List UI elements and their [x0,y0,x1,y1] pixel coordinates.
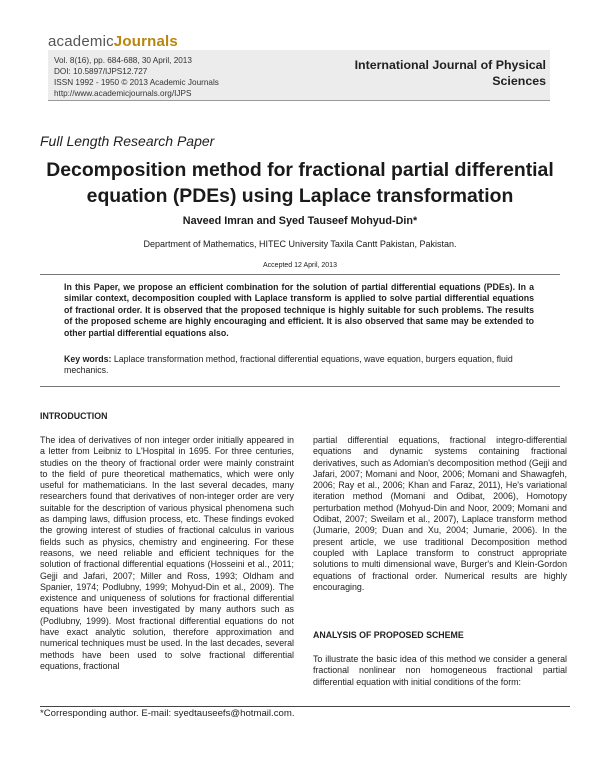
paper-title: Decomposition method for fractional partial differential equation (PDEs) using Laplace transformation [46,159,554,207]
authors: Naveed Imran and Syed Tauseef Mohyud-Din* [182,215,418,227]
meta-doi: DOI: 10.5897/IJPS12.727 [54,67,148,76]
article-metadata [54,55,219,99]
keywords-label: Key words: [64,354,112,364]
meta-issn: ISSN 1992 - 1950 © 2013 Academic Journals [54,78,219,87]
abstract-bottom-rule [40,386,560,387]
abstract: In this Paper, we propose an efficient combination for the solution of partial differential equations (PDEs). In a similar context, decomposition coupled with Laplace transform is applied to solve partial differential equations of fractional order. It is observed that the proposed technique is highly suitable for such problems. The results of the proposed scheme are highly encouraging and efficient. It is also observed that same may be extended to other partial differential equations also. [64,282,534,338]
accepted-date: Accepted 12 April, 2013 [263,262,337,269]
intro-right-column: partial differential equations, fractional integro-differential equations and dynamic systems containing fractional derivatives, such as Adomian's decomposition method (Gejji and Jafari, 2007; Momani and Noor, 2006; Momani and Shawagfeh, 2006; Ray et al., 2006; Khan and Faraz, 2011), He's variational iteration method (Momani and Odibat, 2006), Homotopy perturbation method (Mohyud-Din and Noor, 2009; Momani and Odibat, 2007; Sweilam et al., 2007), Laplace transform method (Jumarie, 2009; Duan and Xu, 2004; Jumarie, 2006). In the present article, we use traditional Decomposition method coupled with Laplace transform to construct appropriate solutions to multi dimensional wave, Burger's and Klein-Gordon equations of fractional order. Numerical results are highly encouraging. [313,435,567,592]
publisher-logo [48,33,178,50]
corresponding-author-footnote: *Corresponding author. E-mail: syedtauseefs@hotmail.com. [40,708,295,719]
intro-heading: INTRODUCTION [40,411,108,421]
paper-type: Full Length Research Paper [40,133,215,149]
abstract-top-rule [40,274,560,275]
affiliation: Department of Mathematics, HITEC University Taxila Cantt Pakistan, Pakistan. [143,239,457,249]
keywords-text: Laplace transformation method, fractional differential equations, wave equation, burgers equation, fluid mechanics. [64,354,513,376]
logo-text-journals: Journals [113,33,178,50]
logo-text-academic: academic [48,33,114,50]
intro-left-column: The idea of derivatives of non integer order initially appeared in a letter from Leibniz to L'Hospital in 1695. For three centuries, studies on the theory of fractional order were mainly constraint to the field of pure theoretical mathematics, which were only useful for mathematicians. In the last several decades, many researchers found that derivatives of non-integer order are very suitable for the description of various physical phenomena such as damping laws, diffusion process, etc. These findings evoked the growing interest of studies of fractional calculus in various fields such as physics, chemistry and engineering. For these reasons, we need reliable and efficient techniques for the solution of fractional differential equations (Hosseini et al., 2011; Gejji and Jafari, 2007; Miller and Ross, 1993; Oldham and Spanier, 1974; Podlubny, 1999; Mohyud-Din et al., 2009). The existence and uniqueness of solutions for fractional differential equations have been investigated by many authors such as (Podlubny, 1999). Most fractional differential equations do not have exact analytic solution, therefore approximation and numerical techniques must be used. In the last decades, several methods have been used to solve fractional differential equations, fractional [40,435,294,671]
meta-url[interactable]: http://www.academicjournals.org/IJPS [54,89,192,98]
analysis-heading: ANALYSIS OF PROPOSED SCHEME [313,630,464,640]
keywords [64,354,534,377]
analysis-text: To illustrate the basic idea of this method we consider a general fractional nonlinear non homogeneous fractional partial differential equation with initial conditions of the form: [313,654,567,687]
footnote-rule [40,706,570,707]
meta-volume: Vol. 8(16), pp. 684-688, 30 April, 2013 [54,56,192,65]
journal-name: International Journal of Physical Sciences [354,58,546,88]
